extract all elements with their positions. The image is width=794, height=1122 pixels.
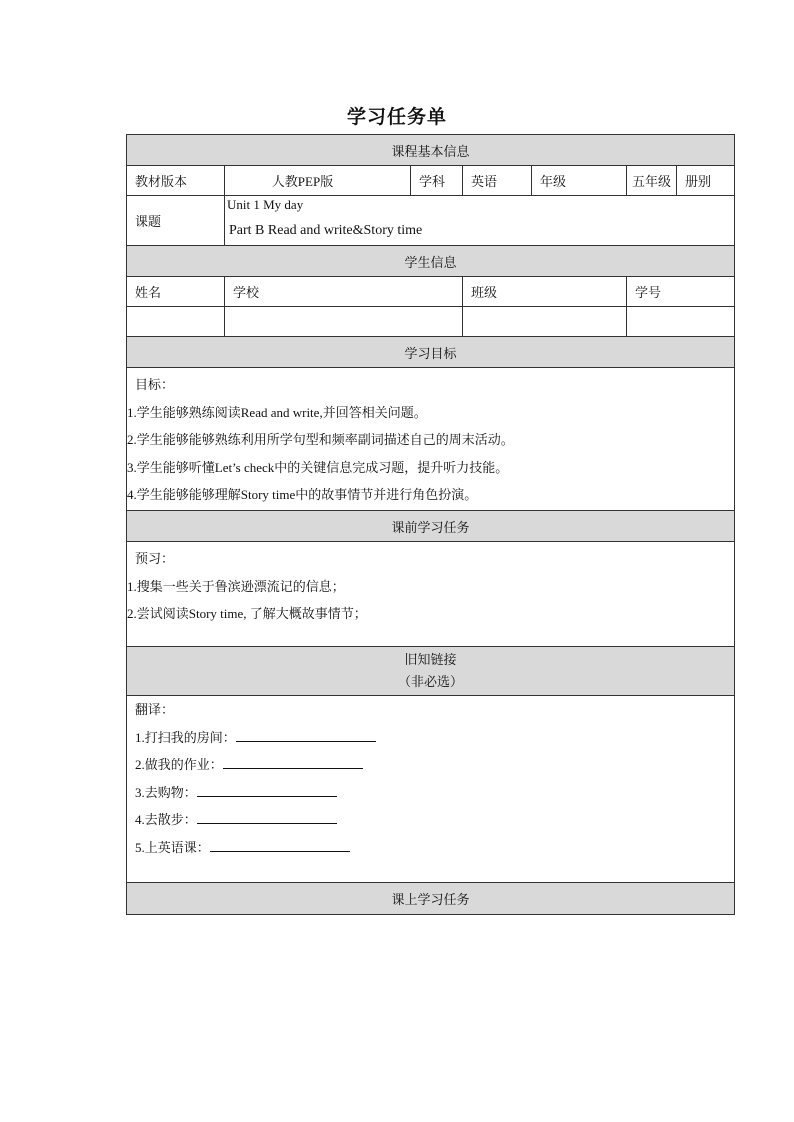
review-item-4-text: 4.去散步： [135, 812, 197, 827]
review-item-3-text: 3.去购物： [135, 784, 197, 800]
grade-label: 年级 [532, 166, 627, 196]
answer-blank-1[interactable] [236, 727, 376, 742]
review-item-5 [127, 834, 734, 862]
pre-class-body [127, 542, 735, 647]
answer-blank-4[interactable] [197, 809, 337, 824]
objective-item-1: 1.学生能够熟练阅读Read and write,并回答相关问题。 [127, 404, 427, 420]
volume-label: 册别 [677, 166, 735, 196]
in-class-header: 课上学习任务 [127, 883, 735, 915]
answer-blank-5[interactable] [210, 837, 350, 852]
objectives-body [127, 368, 735, 511]
review-body [127, 696, 735, 883]
topic-line-1: Unit 1 My day [227, 197, 304, 212]
review-item-2 [127, 751, 734, 779]
review-lead: 翻译： [135, 702, 175, 717]
objective-item-3: 3.学生能够听懂Let’s check中的关键信息完成习题，提升听力技能。 [127, 459, 509, 475]
review-subtitle: （非必选） [398, 674, 464, 689]
review-item-3 [127, 779, 734, 807]
review-item-1 [127, 724, 734, 752]
review-item-1-text: 1.打扫我的房间： [135, 729, 236, 745]
class-field[interactable] [463, 307, 627, 337]
objectives-header: 学习目标 [127, 337, 735, 368]
topic-line-2: Part B Read and write&Story time [229, 223, 423, 238]
review-item-4 [127, 806, 734, 834]
answer-blank-3[interactable] [197, 782, 337, 797]
review-item-5-text: 5.上英语课： [135, 839, 210, 855]
school-label: 学校 [225, 277, 463, 307]
course-info-header: 课程基本信息 [127, 135, 735, 166]
page-title: 学习任务单 [346, 107, 447, 128]
school-field[interactable] [225, 307, 463, 337]
topic-label: 课题 [127, 196, 225, 246]
student-info-header: 学生信息 [127, 246, 735, 277]
objective-item-2: 2.学生能够能够熟练利用所学句型和频率副词描述自己的周末活动。 [127, 432, 514, 447]
grade-value: 五年级 [627, 166, 677, 196]
review-item-2-text: 2.做我的作业： [135, 757, 223, 772]
objective-item-4: 4.学生能够能够理解Story time中的故事情节并进行角色扮演。 [127, 487, 478, 502]
pre-class-item-1: 1.搜集一些关于鲁滨逊漂流记的信息； [127, 578, 345, 594]
name-field[interactable] [127, 307, 225, 337]
textbook-label: 教材版本 [127, 166, 225, 196]
student-id-label: 学号 [627, 277, 735, 307]
answer-blank-2[interactable] [223, 754, 363, 769]
pre-class-lead: 预习： [135, 551, 175, 566]
pre-class-header: 课前学习任务 [127, 511, 735, 542]
task-sheet-table [126, 134, 735, 915]
name-label: 姓名 [127, 277, 225, 307]
review-title: 旧知链接 [404, 652, 457, 667]
textbook-value: 人教PEP版 [225, 166, 411, 196]
topic-value [225, 196, 735, 246]
review-header [127, 647, 735, 696]
subject-label: 学科 [411, 166, 463, 196]
class-label: 班级 [463, 277, 627, 307]
student-id-field[interactable] [627, 307, 735, 337]
objectives-lead: 目标： [135, 377, 175, 392]
subject-value: 英语 [463, 166, 532, 196]
pre-class-item-2: 2.尝试阅读Story time, 了解大概故事情节； [127, 606, 367, 621]
